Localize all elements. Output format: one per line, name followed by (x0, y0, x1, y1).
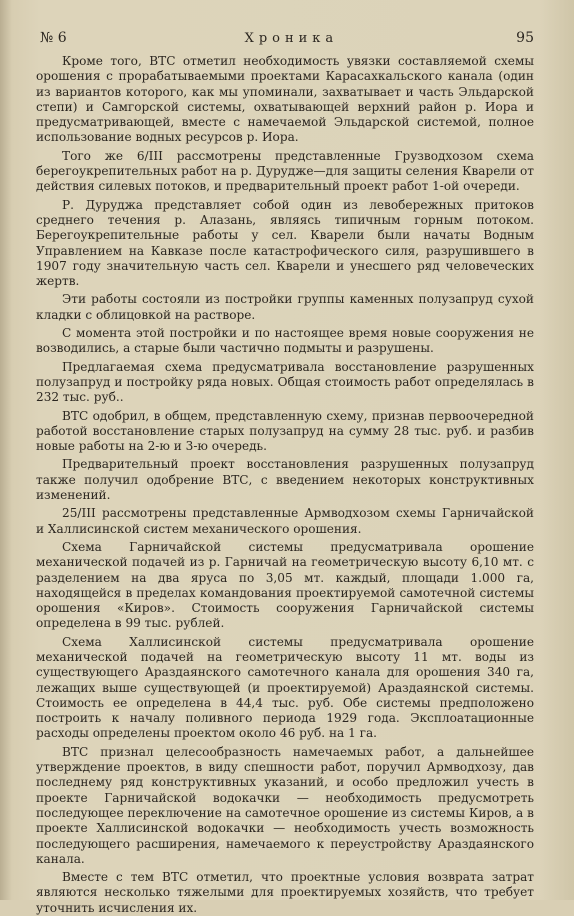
page-number: 95 (516, 30, 534, 46)
paragraph: Того же 6/III рассмотрены представленные Грузводхозом схема берегоукрепительных работ на р. Дурудже—для защиты селения Кварели от действия силевых потоков, и предварительный проект работ 1-ой очереди. (36, 148, 534, 194)
paragraph: ВТС одобрил, в общем, представленную схему, признав первоочередной работой восстановление старых полузапруд на сумму 28 тыс. руб. и разбив новые работы на 2-ю и 3-ю очередь. (36, 408, 534, 454)
paragraph: ВТС признал целесообразность намечаемых работ, а дальнейшее утверждение проектов, в виду спешности работ, поручил Армводхозу, дав последнему ряд конструктивных указаний, и особо предложил учесть в проекте Гарничайской водокачки — необходимость предусмотреть последующее переключение на самотечное орошение из системы Киров, а в проекте Халлисинской водокачки — необходимость учесть возможность последующего расширения, намечаемого к переустройству Араздаянского канала. (36, 744, 534, 866)
paragraph: Вместе с тем ВТС отметил, что проектные условия возврата затрат являются несколько тяжелыми для проектируемых хозяйств, что требует уточнить исчисления их. (36, 870, 534, 915)
paragraph: Кроме того, ВТС отметил необходимость увязки составляемой схемы орошения с прорабатываемыми проектами Карасахкальского канала (один из вариантов которого, как мы упоминали, захватывает и часть Эльдарской степи) и Самгорской системы, охватывающей верхний район р. Иора и предусматривающей, вместе с намечаемой Эльдарской системой, полное использование водных ресурсов р. Иора. (36, 54, 534, 145)
issue-number: № 6 (40, 30, 67, 46)
paragraph: Предлагаемая схема предусматривала восстановление разрушенных полузапруд и постройку ряда новых. Общая стоимость работ определялась в 232 тыс. руб.. (36, 359, 534, 405)
paragraph: С момента этой постройки и по настоящее время новые сооружения не возводились, а старые были частично подмыты и разрушены. (36, 326, 534, 356)
section-title: Хроника (244, 31, 339, 46)
paragraph: Предварительный проект восстановления разрушенных полузапруд также получил одобрение ВТС, с введением некоторых конструктивных изменений. (36, 457, 534, 503)
page-header (40, 30, 534, 54)
paragraph: 25/III рассмотрены представленные Армводхозом схемы Гарничайской и Халлисинской систем механического орошения. (36, 506, 534, 536)
article-body (36, 54, 534, 916)
paragraph: Р. Дуруджа представляет собой один из левобережных притоков среднего течения р. Алазань, являясь типичным горным потоком. Берегоукрепительные работы у сел. Кварели были начаты Водным Управлением на Кавказе после катастрофического силя, разрушившего в 1907 году значительную часть сел. Кварели и унесшего ряд человеческих жертв. (36, 197, 534, 289)
paragraph: Схема Халлисинской системы предусматривала орошение механической подачей на геометрическую высоту 11 мт. воды из существующего Араздаянского самотечного канала для орошения 340 га, лежащих выше существующей (и проектируемой) Араздаянской системы. Стоимость ее определена в 44,4 тыс. руб. Обе системы предположено построить к началу поливного периода 1929 года. Эксплоатационные расходы определены проектом около 46 руб. на 1 га. (36, 634, 534, 741)
paragraph: Эти работы состояли из постройки группы каменных полузапруд сухой кладки с облицовкой на растворе. (36, 292, 534, 322)
paragraph: Схема Гарничайской системы предусматривала орошение механической подачей из р. Гарничай на геометрическую высоту 6,10 мт. с разделением на два яруса по 3,05 мт. каждый, площади 1.000 га, находящейся в пределах командования проектируемой самотечной системы орошения «Киров». Стоимость сооружения Гарничайской системы определена в 99 тыс. рублей. (36, 539, 534, 631)
